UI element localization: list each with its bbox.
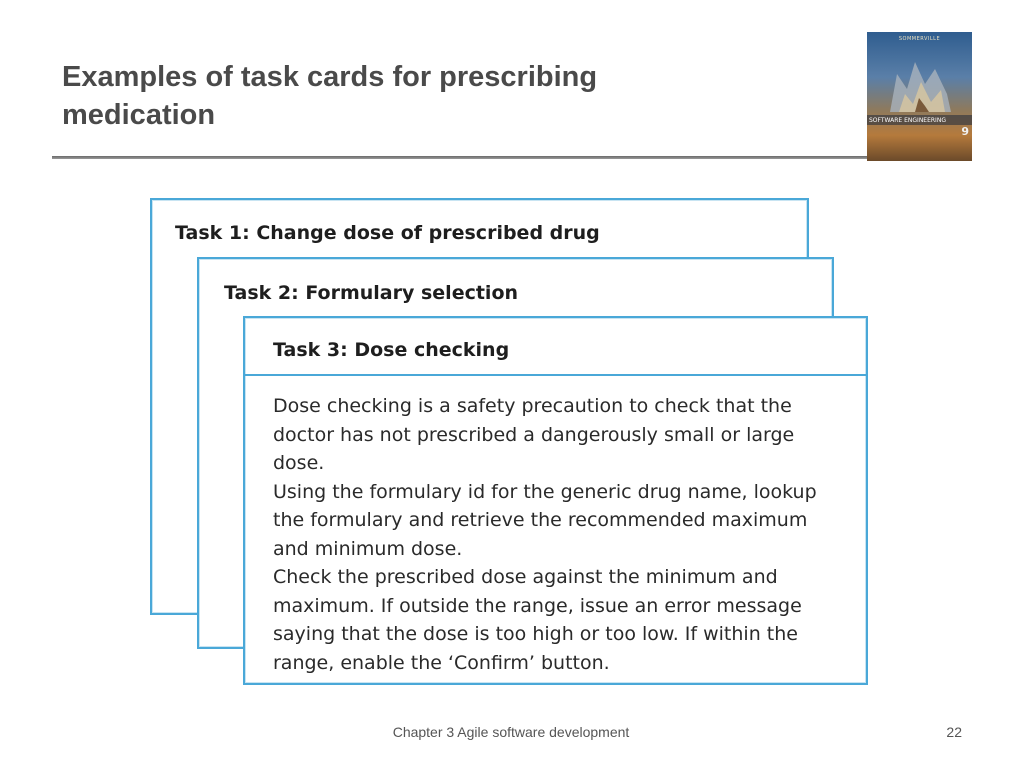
footer-chapter-label: Chapter 3 Agile software development xyxy=(392,724,630,740)
building-illustration-icon xyxy=(885,54,955,114)
title-underline xyxy=(52,156,870,159)
task-card-3-title: Task 3: Dose checking xyxy=(273,339,510,361)
book-cover-title: SOFTWARE ENGINEERING xyxy=(869,117,946,124)
book-cover-edition: 9 xyxy=(961,125,969,138)
task-card-3-paragraph: Dose checking is a safety precaution to check that the doctor has not prescribed a dangerously small or large dose. xyxy=(273,395,795,474)
slide-title: Examples of task cards for prescribing medication xyxy=(62,61,598,131)
task-card-3-paragraph: Using the formulary id for the generic drug name, lookup the formulary and retrieve the recommended maximum and minimum dose. xyxy=(273,480,817,560)
task-card-2-title: Task 2: Formulary selection xyxy=(224,282,519,304)
task-card-3-header xyxy=(245,318,866,376)
book-cover-author: SOMMERVILLE xyxy=(898,36,941,42)
book-cover-image xyxy=(867,32,972,161)
task-card-1-title: Task 1: Change dose of prescribed drug xyxy=(175,222,600,244)
page-number: 22 xyxy=(946,724,962,740)
task-card-3-paragraph: Check the prescribed dose against the minimum and maximum. If outside the range, issue an error message saying that the dose is too high or too low. If within the range, enable the ‘Confirm’ button. xyxy=(273,566,802,674)
task-card-3 xyxy=(243,316,868,685)
task-card-3-body xyxy=(273,392,848,677)
